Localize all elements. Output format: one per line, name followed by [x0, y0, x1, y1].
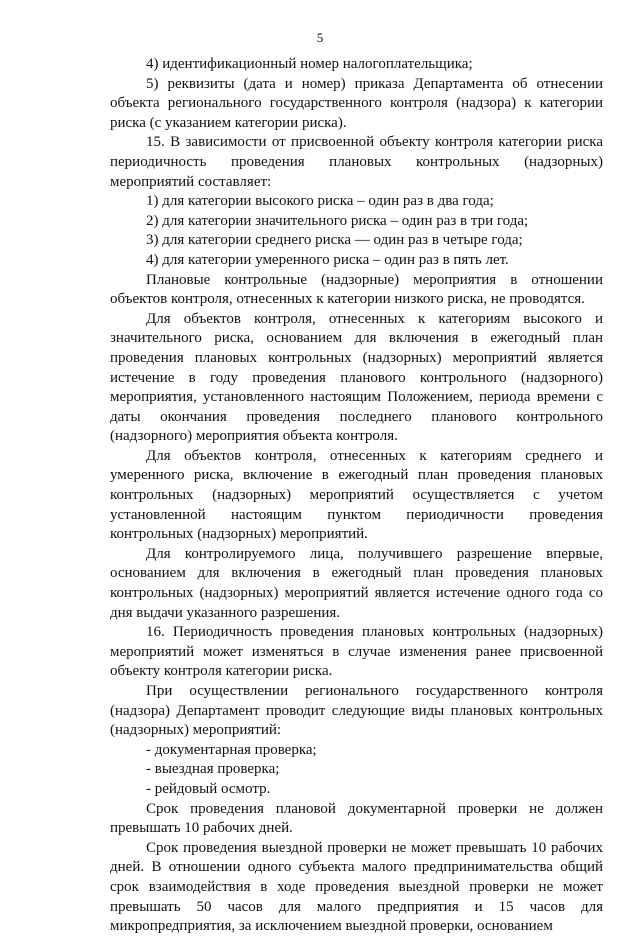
- paragraph-item-5: 5) реквизиты (дата и номер) приказа Департамента об отнесении объекта регионального государственного контроля (надзора) к категории риска (с указанием категории риска).: [110, 75, 603, 131]
- paragraph-medium-moderate: Для объектов контроля, отнесенных к категориям среднего и умеренного риска, включение в ежегодный план проведения плановых контрольных (надзорных) мероприятий осуществляется с учетом установленной настоящим пунктом периодичности проведения контрольных (надзорных) мероприятий.: [110, 447, 603, 543]
- document-body: [110, 55, 603, 937]
- list-item-raid: - рейдовый осмотр.: [146, 780, 271, 797]
- paragraph-item-4: 4) идентификационный номер налогоплательщика;: [146, 56, 473, 72]
- paragraph-clause-16: 16. Периодичность проведения плановых контрольных (надзорных) мероприятий может изменяться в случае изменения ранее присвоенной объекту контроля категории риска.: [110, 624, 603, 680]
- list-item-high-risk: 1) для категории высокого риска – один раз в два года;: [146, 193, 494, 210]
- paragraph-high-significant: Для объектов контроля, отнесенных к категориям высокого и значительного риска, основанием для включения в ежегодный план проведения плановых контрольных (надзорных) мероприятий является истечение в году проведения планового контрольного (надзорного) мероприятия, установленного настоящим Положением, периода времени с даты окончания проведения последнего планового контрольного (надзорного) мероприятия объекта контроля.: [110, 310, 603, 445]
- paragraph-low-risk: Плановые контрольные (надзорные) мероприятия в отношении объектов контроля, отнесенных к категории низкого риска, не проводятся.: [110, 271, 603, 308]
- list-item-medium-risk: 3) для категории среднего риска — один раз в четыре года;: [146, 232, 523, 249]
- paragraph-documentary-term: Срок проведения плановой документарной проверки не должен превышать 10 рабочих дней.: [110, 800, 603, 837]
- paragraph-clause-15: 15. В зависимости от присвоенной объекту контроля категории риска периодичность проведения плановых контрольных (надзорных) мероприятий составляет:: [110, 134, 603, 190]
- page-number: 5: [316, 30, 324, 45]
- paragraph-inspection-types: При осуществлении регионального государственного контроля (надзора) Департамент проводит следующие виды плановых контрольных (надзорных) мероприятий:: [110, 683, 603, 739]
- paragraph-first-permit: Для контролируемого лица, получившего разрешение впервые, основанием для включения в ежегодный план проведения плановых контрольных (надзорных) мероприятий является истечение одного года со дня выдачи указанного разрешения.: [110, 545, 603, 621]
- list-item-documentary: - документарная проверка;: [146, 741, 317, 758]
- list-item-onsite: - выездная проверка;: [146, 761, 280, 778]
- list-item-moderate-risk: 4) для категории умеренного риска – один раз в пять лет.: [146, 251, 509, 268]
- list-item-significant-risk: 2) для категории значительного риска – один раз в три года;: [146, 212, 529, 229]
- paragraph-onsite-term: Срок проведения выездной проверки не может превышать 10 рабочих дней. В отношении одного субъекта малого предпринимательства общий срок взаимодействия в ходе проведения выездной проверки не может превышать 50 часов для малого предприятия и 15 часов для микропредприятия, за исключением выездной проверки, основанием: [110, 839, 603, 935]
